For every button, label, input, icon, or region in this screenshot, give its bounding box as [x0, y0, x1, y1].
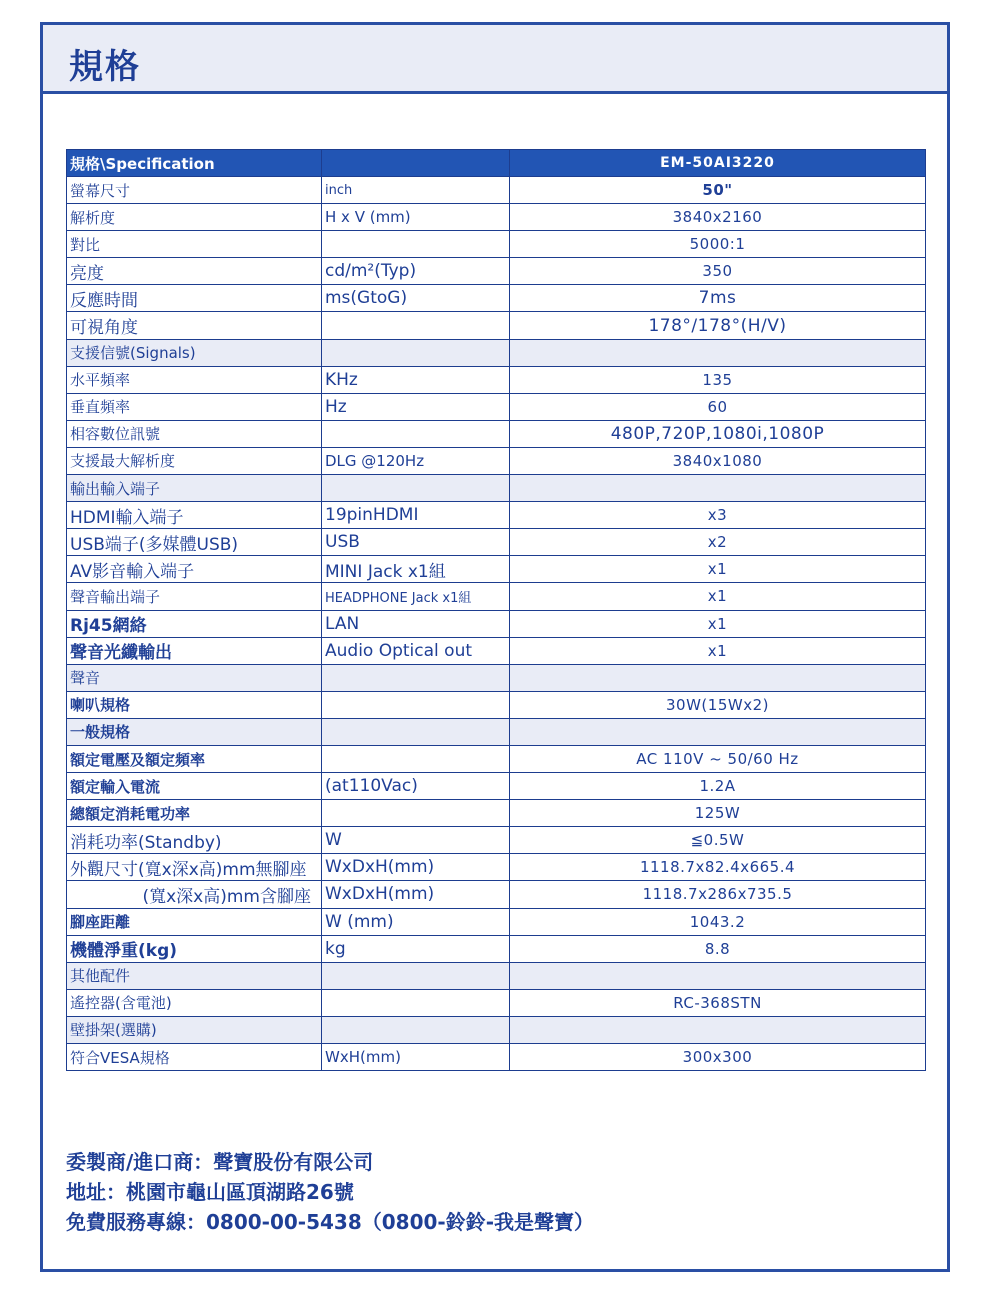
spec-label: 外觀尺寸(寬x深x高)mm無腳座: [67, 854, 322, 881]
spec-label: 解析度: [67, 204, 322, 231]
spec-unit: [322, 800, 510, 827]
spec-value: [510, 1016, 926, 1043]
spec-label: 腳座距離: [67, 908, 322, 935]
spec-label: 聲音光纖輸出: [67, 637, 322, 664]
spec-label: 支援最大解析度: [67, 447, 322, 474]
footer-address: 地址：桃園市龜山區頂湖路26號: [66, 1180, 354, 1204]
spec-label: AV影音輸入端子: [67, 556, 322, 583]
spec-section-row: [67, 475, 926, 502]
spec-row: [67, 285, 926, 312]
spec-label: 額定輸入電流: [67, 773, 322, 800]
spec-row: [67, 610, 926, 637]
spec-label: 符合VESA規格: [67, 1044, 322, 1071]
spec-unit: [322, 475, 510, 502]
spec-value: 135: [510, 366, 926, 393]
spec-value: 8.8: [510, 935, 926, 962]
footer-info: [66, 1147, 594, 1237]
spec-row: [67, 691, 926, 718]
spec-value: 350: [510, 258, 926, 285]
spec-unit: [322, 312, 510, 339]
spec-unit: USB: [322, 529, 510, 556]
spec-label: HDMI輸入端子: [67, 502, 322, 529]
spec-unit: [322, 962, 510, 989]
spec-unit: cd/m²(Typ): [322, 258, 510, 285]
page-header: [43, 25, 947, 94]
spec-section-row: [67, 962, 926, 989]
spec-value: x3: [510, 502, 926, 529]
spec-row: [67, 827, 926, 854]
spec-unit: DLG @120Hz: [322, 447, 510, 474]
spec-label: 壁掛架(選購): [67, 1016, 322, 1043]
spec-header-unit: [322, 150, 510, 177]
spec-unit: [322, 1016, 510, 1043]
spec-row: [67, 583, 926, 610]
spec-value: 3840x2160: [510, 204, 926, 231]
spec-value: 3840x1080: [510, 447, 926, 474]
spec-value: 125W: [510, 800, 926, 827]
spec-row: [67, 204, 926, 231]
spec-row: [67, 366, 926, 393]
spec-unit: Audio Optical out: [322, 637, 510, 664]
spec-unit: [322, 664, 510, 691]
spec-value: 1118.7x286x735.5: [510, 881, 926, 908]
spec-row: [67, 745, 926, 772]
spec-unit: ms(GtoG): [322, 285, 510, 312]
spec-unit: H x V (mm): [322, 204, 510, 231]
spec-row: [67, 1044, 926, 1071]
spec-value: 178°/178°(H/V): [510, 312, 926, 339]
spec-row: [67, 393, 926, 420]
spec-unit: [322, 231, 510, 258]
spec-value: 1043.2: [510, 908, 926, 935]
spec-label: 消耗功率(Standby): [67, 827, 322, 854]
spec-value: 50": [510, 177, 926, 204]
spec-label: 水平頻率: [67, 366, 322, 393]
spec-unit: W (mm): [322, 908, 510, 935]
spec-value: [510, 475, 926, 502]
spec-label: 亮度: [67, 258, 322, 285]
spec-label: 遙控器(含電池): [67, 989, 322, 1016]
spec-value: [510, 962, 926, 989]
spec-label: (寬x深x高)mm含腳座: [67, 881, 322, 908]
spec-unit: WxH(mm): [322, 1044, 510, 1071]
spec-table: [66, 149, 926, 1071]
spec-value: x1: [510, 610, 926, 637]
spec-row: [67, 556, 926, 583]
spec-value: AC 110V ~ 50/60 Hz: [510, 745, 926, 772]
spec-label: 總額定消耗電功率: [67, 800, 322, 827]
spec-unit: (at110Vac): [322, 773, 510, 800]
spec-unit: HEADPHONE Jack x1組: [322, 583, 510, 610]
spec-label: Rj45網絡: [67, 610, 322, 637]
spec-label: 螢幕尺寸: [67, 177, 322, 204]
spec-value: x1: [510, 583, 926, 610]
spec-unit: W: [322, 827, 510, 854]
spec-value: [510, 718, 926, 745]
spec-value: x1: [510, 637, 926, 664]
spec-value: [510, 339, 926, 366]
spec-row: [67, 881, 926, 908]
spec-label: 垂直頻率: [67, 393, 322, 420]
spec-row: [67, 800, 926, 827]
spec-unit: KHz: [322, 366, 510, 393]
spec-unit: [322, 339, 510, 366]
spec-label: 對比: [67, 231, 322, 258]
spec-row: [67, 773, 926, 800]
spec-value: 60: [510, 393, 926, 420]
spec-unit: [322, 420, 510, 447]
spec-label: 喇叭規格: [67, 691, 322, 718]
spec-value: 300x300: [510, 1044, 926, 1071]
spec-row: [67, 447, 926, 474]
spec-table-header: [67, 150, 926, 177]
spec-unit: Hz: [322, 393, 510, 420]
spec-value: x1: [510, 556, 926, 583]
spec-label: 輸出輸入端子: [67, 475, 322, 502]
spec-row: [67, 989, 926, 1016]
spec-label: 反應時間: [67, 285, 322, 312]
spec-value: 30W(15Wx2): [510, 691, 926, 718]
spec-value: 1.2A: [510, 773, 926, 800]
spec-value: RC-368STN: [510, 989, 926, 1016]
spec-unit: [322, 718, 510, 745]
spec-label: 相容數位訊號: [67, 420, 322, 447]
spec-unit: MINI Jack x1組: [322, 556, 510, 583]
spec-value: 480P,720P,1080i,1080P: [510, 420, 926, 447]
spec-label: 機體淨重(kg): [67, 935, 322, 962]
spec-label: 支援信號(Signals): [67, 339, 322, 366]
spec-unit: WxDxH(mm): [322, 881, 510, 908]
spec-section-row: [67, 1016, 926, 1043]
spec-value: x2: [510, 529, 926, 556]
spec-unit: [322, 989, 510, 1016]
spec-unit: [322, 691, 510, 718]
spec-label: USB端子(多媒體USB): [67, 529, 322, 556]
footer-company: 委製商/進口商：聲寶股份有限公司: [66, 1150, 374, 1174]
spec-row: [67, 854, 926, 881]
spec-unit: 19pinHDMI: [322, 502, 510, 529]
spec-unit: inch: [322, 177, 510, 204]
footer-hotline: 免費服務專線：0800-00-5438（0800-鈴鈴-我是聲寶）: [66, 1210, 595, 1234]
spec-label: 聲音: [67, 664, 322, 691]
spec-row: [67, 420, 926, 447]
spec-value: ≦0.5W: [510, 827, 926, 854]
page-title: 規格: [69, 47, 141, 87]
spec-row: [67, 502, 926, 529]
spec-value: 5000:1: [510, 231, 926, 258]
spec-row: [67, 637, 926, 664]
spec-section-row: [67, 339, 926, 366]
spec-header-label: 規格\Specification: [67, 150, 322, 177]
spec-label: 可視角度: [67, 312, 322, 339]
spec-section-row: [67, 718, 926, 745]
spec-value: 7ms: [510, 285, 926, 312]
spec-unit: LAN: [322, 610, 510, 637]
spec-label: 其他配件: [67, 962, 322, 989]
spec-value: 1118.7x82.4x665.4: [510, 854, 926, 881]
spec-row: [67, 908, 926, 935]
spec-unit: kg: [322, 935, 510, 962]
spec-label: 聲音輸出端子: [67, 583, 322, 610]
spec-row: [67, 177, 926, 204]
spec-unit: [322, 745, 510, 772]
spec-row: [67, 529, 926, 556]
spec-row: [67, 231, 926, 258]
spec-unit: WxDxH(mm): [322, 854, 510, 881]
spec-label: 一般規格: [67, 718, 322, 745]
spec-section-row: [67, 664, 926, 691]
spec-row: [67, 312, 926, 339]
spec-row: [67, 935, 926, 962]
spec-value: [510, 664, 926, 691]
spec-header-model: EM-50AI3220: [510, 150, 926, 177]
spec-label: 額定電壓及額定頻率: [67, 745, 322, 772]
spec-row: [67, 258, 926, 285]
